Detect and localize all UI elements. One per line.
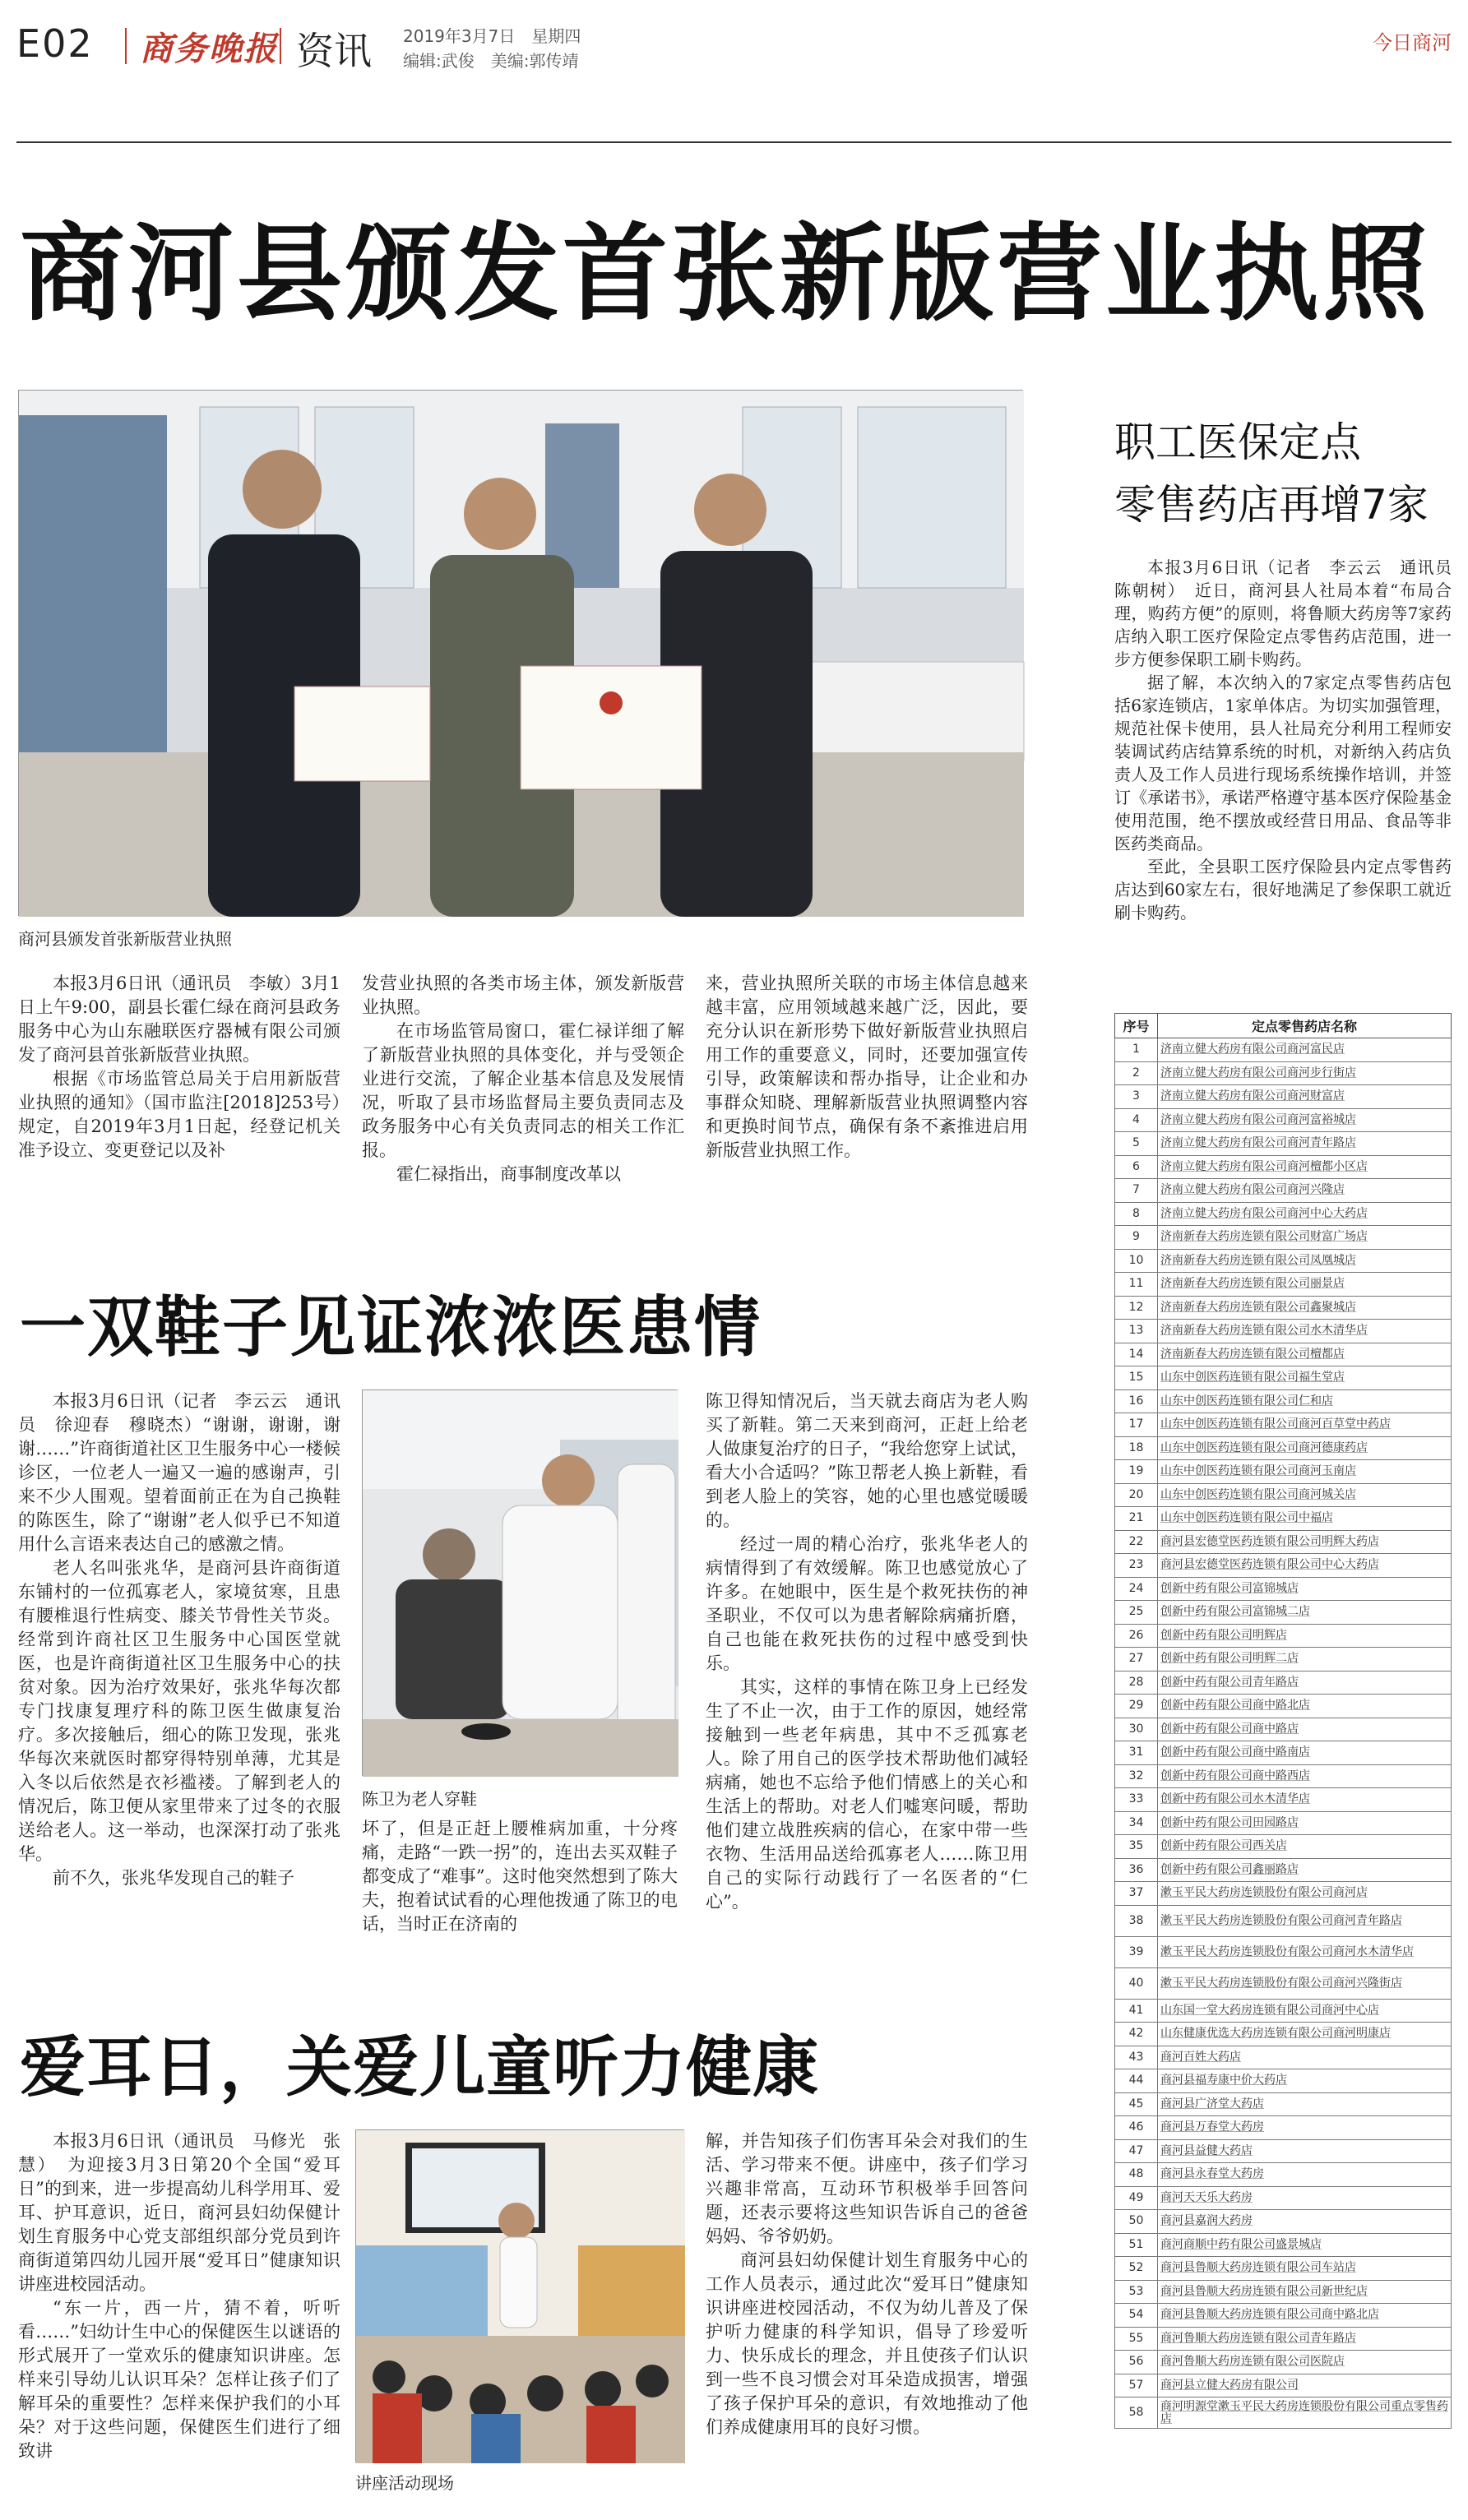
table-row (1115, 1038, 1452, 1062)
row-number: 3 (1115, 1085, 1158, 1109)
row-number: 55 (1115, 2327, 1158, 2351)
table-row (1115, 1624, 1452, 1648)
pharmacy-name: 商河县福寿康中价大药店 (1158, 2069, 1452, 2093)
table-row (1115, 2163, 1452, 2187)
table-row (1115, 1202, 1452, 1226)
table-row (1115, 1577, 1452, 1601)
paper-logo: 商务晚报 (140, 30, 278, 68)
table-header-row (1115, 1014, 1452, 1038)
pharmacy-name: 山东中创医药连锁有限公司商河玉南店 (1158, 1460, 1452, 1484)
pharmacy-name: 商河百姓大药店 (1158, 2046, 1452, 2069)
table-row (1115, 1601, 1452, 1625)
table-row (1115, 1085, 1452, 1109)
table-row (1115, 1858, 1452, 1882)
table-row (1115, 2397, 1452, 2429)
row-number: 8 (1115, 1202, 1158, 1226)
pharmacy-name: 商河县益健大药店 (1158, 2139, 1452, 2163)
table-row (1115, 1554, 1452, 1578)
table-row (1115, 1132, 1452, 1156)
row-number: 43 (1115, 2046, 1158, 2069)
lead-headline: 商河县颁发首张新版营业执照 (20, 213, 1432, 335)
row-number: 27 (1115, 1648, 1158, 1672)
side-body (1114, 556, 1468, 1000)
table-row (1115, 2116, 1452, 2140)
table-row (1115, 1882, 1452, 1906)
pharmacy-name: 商河县鲁顺大药房连锁有限公司新世纪店 (1158, 2280, 1452, 2304)
pharmacy-name: 创新中药有限公司明辉店 (1158, 1624, 1452, 1648)
pharmacy-name: 山东中创医药连锁有限公司商河德康药店 (1158, 1436, 1452, 1460)
row-number: 49 (1115, 2186, 1158, 2210)
row-number: 6 (1115, 1155, 1158, 1179)
doctor-helping-elder-photo (363, 1390, 678, 1777)
row-number: 21 (1115, 1507, 1158, 1531)
table-row (1115, 1695, 1452, 1718)
pharmacy-name: 山东中创医药连锁有限公司商河百草堂中药店 (1158, 1413, 1452, 1437)
pharmacy-name: 商河县永春堂大药房 (1158, 2163, 1452, 2187)
row-number: 58 (1115, 2397, 1158, 2429)
ear-paragraph: “东一片，西一片，猜不着，听听看……”妇幼计生中心的保健医生以谜语的形式展开了一堂欢乐的健康知识讲座。怎样来引导幼儿认识耳朵？怎样让孩子们了解耳朵的重要性？怎样来保护我们的小耳朵？对于这些问题，保健医生们进行了细致讲 (18, 2298, 340, 2461)
row-number: 4 (1115, 1108, 1158, 1132)
row-number: 47 (1115, 2139, 1158, 2163)
table-row (1115, 1905, 1452, 1936)
pharmacy-name: 商河县鲁顺大药房连锁有限公司车站店 (1158, 2257, 1452, 2281)
pharmacy-name: 山东中创医药连锁有限公司仁和店 (1158, 1389, 1452, 1413)
pharmacy-name: 创新中药有限公司富锦城店 (1158, 1577, 1452, 1601)
pharmacy-name: 济南立健大药房有限公司商河中心大药店 (1158, 1202, 1452, 1226)
section-tag: 今日商河 (1373, 31, 1452, 54)
row-number: 48 (1115, 2163, 1158, 2187)
pharmacy-name: 济南新春大药房连锁有限公司丽景店 (1158, 1273, 1452, 1297)
pharmacy-name: 创新中药有限公司明辉二店 (1158, 1648, 1452, 1672)
shoes-paragraph: 经过一周的精心治疗，张兆华老人的病情得到了有效缓解。陈卫也感觉放心了许多。在她眼中，医生是个救死扶伤的神圣职业，不仅可以为患者解除病痛折磨，自己也能在救死扶伤的过程中感受到快乐。 (706, 1534, 1028, 1673)
table-row (1115, 2257, 1452, 2281)
table-row (1115, 2374, 1452, 2397)
table-row (1115, 1179, 1452, 1203)
pharmacy-name: 创新中药有限公司商中路西店 (1158, 1764, 1452, 1788)
side-paragraph: 本报3月6日讯（记者 李云云 通讯员 陈朝树） 近日，商河县人社局本着“布局合理，购药方便”的原则，将鲁顺大药房等7家药店纳入职工医疗保险定点零售药店范围，进一步方便参保职工刷卡购药。 (1114, 557, 1468, 669)
lead-col-2 (362, 972, 684, 1218)
shoes-headline: 一双鞋子见证浓浓医患情 (20, 1289, 762, 1366)
page-code: E02 (16, 21, 94, 66)
pharmacy-name: 山东国一堂大药房连锁有限公司商河中心店 (1158, 1999, 1452, 2023)
table-row (1115, 1811, 1452, 1835)
shoes-paragraph: 陈卫得知情况后，当天就去商店为老人购买了新鞋。第二天来到商河，正赶上给老人做康复治疗的日子，“我给您穿上试试，看大小合适吗？”陈卫帮老人换上新鞋，看到老人脸上的笑容，她的心里也感觉暖暖的。 (706, 1391, 1028, 1530)
ear-paragraph: 本报3月6日讯（通讯员 马修光 张慧） 为迎接3月3日第20个全国“爱耳日”的到来，进一步提高幼儿科学用耳、爱耳、护耳意识，近日，商河县妇幼保健计划生育服务中心党支部组织部分党员到许商街道第四幼儿园开展“爱耳日”健康知识讲座进校园活动。 (18, 2131, 340, 2294)
table-row (1115, 1967, 1452, 1999)
pharmacy-name: 济南立健大药房有限公司商河青年路店 (1158, 1132, 1452, 1156)
side-headline-line-2: 零售药店再增7家 (1114, 481, 1429, 529)
lead-paragraph: 根据《市场监管总局关于启用新版营业执照的通知》（国市监注[2018]253号）规定，自2019年3月1日起，经登记机关准予设立、变更登记以及补 (18, 1069, 340, 1160)
row-number: 20 (1115, 1483, 1158, 1507)
table-row (1115, 1273, 1452, 1297)
table-row (1115, 1343, 1452, 1366)
license-ceremony-photo (19, 391, 1024, 917)
lead-paragraph: 霍仁禄指出，商事制度改革以 (396, 1164, 621, 1184)
pharmacy-name: 创新中药有限公司水木清华店 (1158, 1788, 1452, 1812)
table-row (1115, 2351, 1452, 2374)
table-row (1115, 1061, 1452, 1085)
table-row (1115, 1999, 1452, 2023)
row-number: 32 (1115, 1764, 1158, 1788)
table-row (1115, 2210, 1452, 2234)
table-row (1115, 1936, 1452, 1967)
row-number: 14 (1115, 1343, 1158, 1366)
table-row (1115, 2023, 1452, 2046)
table-row (1115, 2327, 1452, 2351)
row-number: 18 (1115, 1436, 1158, 1460)
pharmacy-name: 创新中药有限公司商中路北店 (1158, 1695, 1452, 1718)
row-number: 45 (1115, 2092, 1158, 2116)
ear-headline: 爱耳日，关爱儿童听力健康 (20, 2029, 819, 2106)
lead-paragraph: 来，营业执照所关联的市场主体信息越来越丰富，应用领域越来越广泛，因此，要充分认识在新形势下做好新版营业执照启用工作的重要意义，同时，还要加强宣传引导，政策解读和帮办指导，让企业和办事群众知晓、理解新版营业执照调整内容和更换时间节点，确保有条不紊推进启用新版营业执照工作。 (706, 973, 1028, 1160)
table-row (1115, 1530, 1452, 1554)
table-row (1115, 1389, 1452, 1413)
pharmacy-name: 创新中药有限公司商中路南店 (1158, 1741, 1452, 1765)
pharmacy-name: 山东中创医药连锁有限公司商河城关店 (1158, 1483, 1452, 1507)
lead-paragraph: 在市场监管局窗口，霍仁禄详细了解了新版营业执照的具体变化，并与受领企业进行交流，了解企业基本信息及发展情况，听取了县市场监督局主要负责同志及政务服务中心有关负责同志的相关工作汇报。 (362, 1021, 684, 1160)
pharmacy-name: 济南立健大药房有限公司商河富民店 (1158, 1038, 1452, 1062)
row-number: 33 (1115, 1788, 1158, 1812)
row-number: 37 (1115, 1882, 1158, 1906)
table-row (1115, 1226, 1452, 1250)
row-number: 17 (1115, 1413, 1158, 1437)
row-number: 35 (1115, 1835, 1158, 1859)
row-number: 1 (1115, 1038, 1158, 1062)
row-number: 54 (1115, 2304, 1158, 2328)
pharmacy-name: 商河鲁顺大药房连锁有限公司青年路店 (1158, 2327, 1452, 2351)
pharmacy-name: 商河天天乐大药房 (1158, 2186, 1452, 2210)
table-row (1115, 1718, 1452, 1741)
editor-line: 编辑:武俊 美编:郭传靖 (403, 51, 579, 71)
table-row (1115, 2069, 1452, 2093)
table-row (1115, 1436, 1452, 1460)
lead-paragraph: 发营业执照的各类市场主体，颁发新版营业执照。 (362, 973, 684, 1017)
pharmacy-name: 商河县立健大药房有限公司 (1158, 2374, 1452, 2397)
shoes-photo-caption: 陈卫为老人穿鞋 (362, 1789, 477, 1809)
pharmacy-name: 创新中药有限公司鑫丽路店 (1158, 1858, 1452, 1882)
table-row (1115, 1249, 1452, 1273)
row-number: 22 (1115, 1530, 1158, 1554)
row-number: 11 (1115, 1273, 1158, 1297)
side-paragraph: 至此，全县职工医疗保险县内定点零售药店达到60家左右，很好地满足了参保职工就近刷卡购药。 (1114, 857, 1452, 922)
row-number: 34 (1115, 1811, 1158, 1835)
row-number: 15 (1115, 1366, 1158, 1390)
table-header-name: 定点零售药店名称 (1158, 1014, 1452, 1038)
pharmacy-name: 商河县宏德堂医药连锁有限公司明辉大药店 (1158, 1530, 1452, 1554)
pharmacy-name: 济南立健大药房有限公司商河檀都小区店 (1158, 1155, 1452, 1179)
header-rule (16, 141, 1452, 143)
pharmacy-name: 济南新春大药房连锁有限公司水木清华店 (1158, 1320, 1452, 1343)
row-number: 30 (1115, 1718, 1158, 1741)
ear-photo (355, 2129, 684, 2462)
side-headline-line-1: 职工医保定点 (1114, 418, 1361, 466)
pharmacy-name: 漱玉平民大药房连锁股份有限公司商河青年路店 (1158, 1905, 1452, 1936)
pharmacy-name: 商河商顺中药有限公司盛景城店 (1158, 2233, 1452, 2257)
row-number: 12 (1115, 1296, 1158, 1320)
pharmacy-name: 济南立健大药房有限公司商河兴隆店 (1158, 1179, 1452, 1203)
ear-col-1 (18, 2129, 340, 2508)
shoes-paragraph: 坏了，但是正赶上腰椎病加重，十分疼痛，走路“一跌一拐”的，连出去买双鞋子都变成了“难事”。这时他突然想到了陈大夫，抱着试试看的心理他拨通了陈卫的电话，当时正在济南的 (362, 1819, 678, 1934)
pharmacy-name: 济南立健大药房有限公司商河步行街店 (1158, 1061, 1452, 1085)
pharmacy-name: 济南立健大药房有限公司商河富裕城店 (1158, 1108, 1452, 1132)
table-header-no: 序号 (1115, 1014, 1158, 1038)
pharmacy-name: 商河县广济堂大药店 (1158, 2092, 1452, 2116)
table-row (1115, 1366, 1452, 1390)
row-number: 24 (1115, 1577, 1158, 1601)
pharmacy-name: 漱玉平民大药房连锁股份有限公司商河店 (1158, 1882, 1452, 1906)
pharmacy-name: 创新中药有限公司西关店 (1158, 1835, 1452, 1859)
lecture-classroom-photo (356, 2130, 685, 2463)
pharmacy-table-body (1115, 1038, 1452, 2429)
table-row (1115, 1507, 1452, 1531)
lead-col-3 (706, 972, 1028, 1218)
pharmacy-name: 山东中创医药连锁有限公司福生堂店 (1158, 1366, 1452, 1390)
row-number: 5 (1115, 1132, 1158, 1156)
pharmacy-name: 济南立健大药房有限公司商河财富店 (1158, 1085, 1452, 1109)
row-number: 50 (1115, 2210, 1158, 2234)
row-number: 25 (1115, 1601, 1158, 1625)
side-paragraph: 据了解，本次纳入的7家定点零售药店包括6家连锁店，1家单体店。为切实加强管理，规范社保卡使用，县人社局充分利用工程师安装调试药店结算系统的时机，对新纳入药店负责人及工作人员进行现场系统操作培训，并签订《承诺书》，承诺严格遵守基本医疗保险基金使用范围，绝不摆放或经营日用品、食品等非医药类商品。 (1114, 673, 1452, 853)
shoes-paragraph: 前不久，张兆华发现自己的鞋子 (53, 1868, 294, 1888)
table-row (1115, 1671, 1452, 1695)
section-name: 资讯 (296, 29, 372, 73)
pharmacy-name: 商河县万春堂大药房 (1158, 2116, 1452, 2140)
row-number: 19 (1115, 1460, 1158, 1484)
pharmacy-table (1114, 1013, 1452, 2429)
pharmacy-name: 创新中药有限公司田园路店 (1158, 1811, 1452, 1835)
table-row (1115, 1483, 1452, 1507)
row-number: 31 (1115, 1741, 1158, 1765)
lead-photo-caption: 商河县颁发首张新版营业执照 (18, 929, 232, 949)
row-number: 26 (1115, 1624, 1158, 1648)
row-number: 46 (1115, 2116, 1158, 2140)
pharmacy-name: 商河县宏德堂医药连锁有限公司中心大药店 (1158, 1554, 1452, 1578)
table-row (1115, 2046, 1452, 2069)
row-number: 29 (1115, 1695, 1158, 1718)
table-row (1115, 1741, 1452, 1765)
table-row (1115, 2304, 1452, 2328)
row-number: 2 (1115, 1061, 1158, 1085)
date-line: 2019年3月7日 星期四 (403, 26, 581, 46)
pharmacy-name: 山东健康优选大药房连锁有限公司商河明康店 (1158, 2023, 1452, 2046)
shoes-col-1 (18, 1389, 340, 1965)
table-row (1115, 1788, 1452, 1812)
pharmacy-name: 创新中药有限公司商中路店 (1158, 1718, 1452, 1741)
row-number: 9 (1115, 1226, 1158, 1250)
row-number: 56 (1115, 2351, 1158, 2374)
pharmacy-name: 漱玉平民大药房连锁股份有限公司商河水木清华店 (1158, 1936, 1452, 1967)
shoes-paragraph: 本报3月6日讯（记者 李云云 通讯员 徐迎春 穆晓杰）“谢谢，谢谢，谢谢……”许商街道社区卫生服务中心一楼候诊区，一位老人一遍又一遍的感谢声，引来不少人围观。望着面前正在为自己换鞋的陈医生，除了“谢谢”老人似乎已不知道用什么言语来表达自己的感激之情。 (18, 1391, 340, 1554)
shoes-paragraph: 其实，这样的事情在陈卫身上已经发生了不止一次，由于工作的原因，她经常接触到一些老年病患，其中不乏孤寡老人。除了用自己的医学技术帮助他们减轻病痛，她也不忘给予他们情感上的关心和生活上的帮助。对老人们嘘寒问暖，帮助他们建立战胜疾病的信心，在家中带一些衣物、生活用品送给孤寡老人……陈卫用自己的实际行动践行了一名医者的“仁心”。 (706, 1677, 1028, 1912)
shoes-paragraph: 老人名叫张兆华，是商河县许商街道东铺村的一位孤寡老人，家境贫寒，且患有腰椎退行性病变、膝关节骨性关节炎。经常到许商社区卫生服务中心国医堂就医，也是许商街道社区卫生服务中心的扶贫对象。因为治疗效果好，张兆华每次都专门找康复理疗科的陈卫医生做康复治疗。多次接触后，细心的陈卫发现，张兆华每次来就医时都穿得特别单薄，尤其是入冬以后依然是衣衫褴褛。了解到老人的情况后，陈卫便从家里带来了过冬的衣服送给老人。这一举动，也深深打动了张兆华。 (18, 1558, 340, 1864)
table-row (1115, 1648, 1452, 1672)
shoes-col-2 (362, 1817, 678, 1965)
pharmacy-name: 济南新春大药房连锁有限公司鑫聚城店 (1158, 1296, 1452, 1320)
ear-paragraph: 解，并告知孩子们伤害耳朵会对我们的生活、学习带来不便。讲座中，孩子们学习兴趣非常高，互动环节积极举手回答问题，还表示要将这些知识告诉自己的爸爸妈妈、爷爷奶奶。 (706, 2131, 1028, 2246)
table-row (1115, 1460, 1452, 1484)
table-row (1115, 1835, 1452, 1859)
lead-col-1 (18, 972, 340, 1218)
pharmacy-name: 漱玉平民大药房连锁股份有限公司商河兴隆街店 (1158, 1967, 1452, 1999)
pharmacy-name: 商河县鲁顺大药房连锁有限公司商中路北店 (1158, 2304, 1452, 2328)
pharmacy-name: 商河县嘉润大药房 (1158, 2210, 1452, 2234)
table-row (1115, 1296, 1452, 1320)
pharmacy-name: 创新中药有限公司青年路店 (1158, 1671, 1452, 1695)
lead-photo (18, 390, 1023, 916)
row-number: 36 (1115, 1858, 1158, 1882)
table-row (1115, 1764, 1452, 1788)
row-number: 38 (1115, 1905, 1158, 1936)
row-number: 52 (1115, 2257, 1158, 2281)
table-row (1115, 2280, 1452, 2304)
table-row (1115, 2092, 1452, 2116)
shoes-col-3 (706, 1389, 1028, 1965)
ear-photo-caption: 讲座活动现场 (355, 2473, 454, 2493)
shoes-photo (362, 1389, 678, 1776)
ear-paragraph: 商河县妇幼保健计划生育服务中心的工作人员表示，通过此次“爱耳日”健康知识讲座进校园活动，不仅为幼儿普及了保护听力健康的科学知识，倡导了珍爱听力、快乐成长的理念，并且使孩子们认识到一些不良习惯会对耳朵造成损害，增强了孩子保护耳朵的意识，有效地推动了他们养成健康用耳的良好习惯。 (706, 2250, 1028, 2437)
pharmacy-name: 山东中创医药连锁有限公司中福店 (1158, 1507, 1452, 1531)
row-number: 44 (1115, 2069, 1158, 2093)
row-number: 57 (1115, 2374, 1158, 2397)
table-row (1115, 2139, 1452, 2163)
pharmacy-name: 创新中药有限公司富锦城二店 (1158, 1601, 1452, 1625)
header-divider (280, 28, 281, 64)
pharmacy-name: 商河明源堂漱玉平民大药房连锁股份有限公司重点零售药店 (1158, 2397, 1452, 2429)
row-number: 7 (1115, 1179, 1158, 1203)
pharmacy-name: 济南新春大药房连锁有限公司檀都店 (1158, 1343, 1452, 1366)
row-number: 53 (1115, 2280, 1158, 2304)
row-number: 13 (1115, 1320, 1158, 1343)
row-number: 51 (1115, 2233, 1158, 2257)
row-number: 39 (1115, 1936, 1158, 1967)
row-number: 40 (1115, 1967, 1158, 1999)
row-number: 23 (1115, 1554, 1158, 1578)
row-number: 28 (1115, 1671, 1158, 1695)
page-header (16, 18, 1452, 76)
row-number: 10 (1115, 1249, 1158, 1273)
table-row (1115, 1413, 1452, 1437)
table-row (1115, 2233, 1452, 2257)
pharmacy-name: 济南新春大药房连锁有限公司凤凰城店 (1158, 1249, 1452, 1273)
table-row (1115, 1320, 1452, 1343)
pharmacy-name: 济南新春大药房连锁有限公司财富广场店 (1158, 1226, 1452, 1250)
row-number: 41 (1115, 1999, 1158, 2023)
row-number: 16 (1115, 1389, 1158, 1413)
table-row (1115, 1155, 1452, 1179)
table-row (1115, 1108, 1452, 1132)
ear-col-3 (706, 2129, 1028, 2508)
lead-paragraph: 本报3月6日讯（通讯员 李敏）3月1日上午9:00，副县长霍仁绿在商河县政务服务中心为山东融联医疗器械有限公司颁发了商河县首张新版营业执照。 (18, 973, 340, 1065)
pharmacy-name: 商河鲁顺大药房连锁有限公司医院店 (1158, 2351, 1452, 2374)
table-row (1115, 2186, 1452, 2210)
row-number: 42 (1115, 2023, 1158, 2046)
header-divider (125, 28, 127, 64)
